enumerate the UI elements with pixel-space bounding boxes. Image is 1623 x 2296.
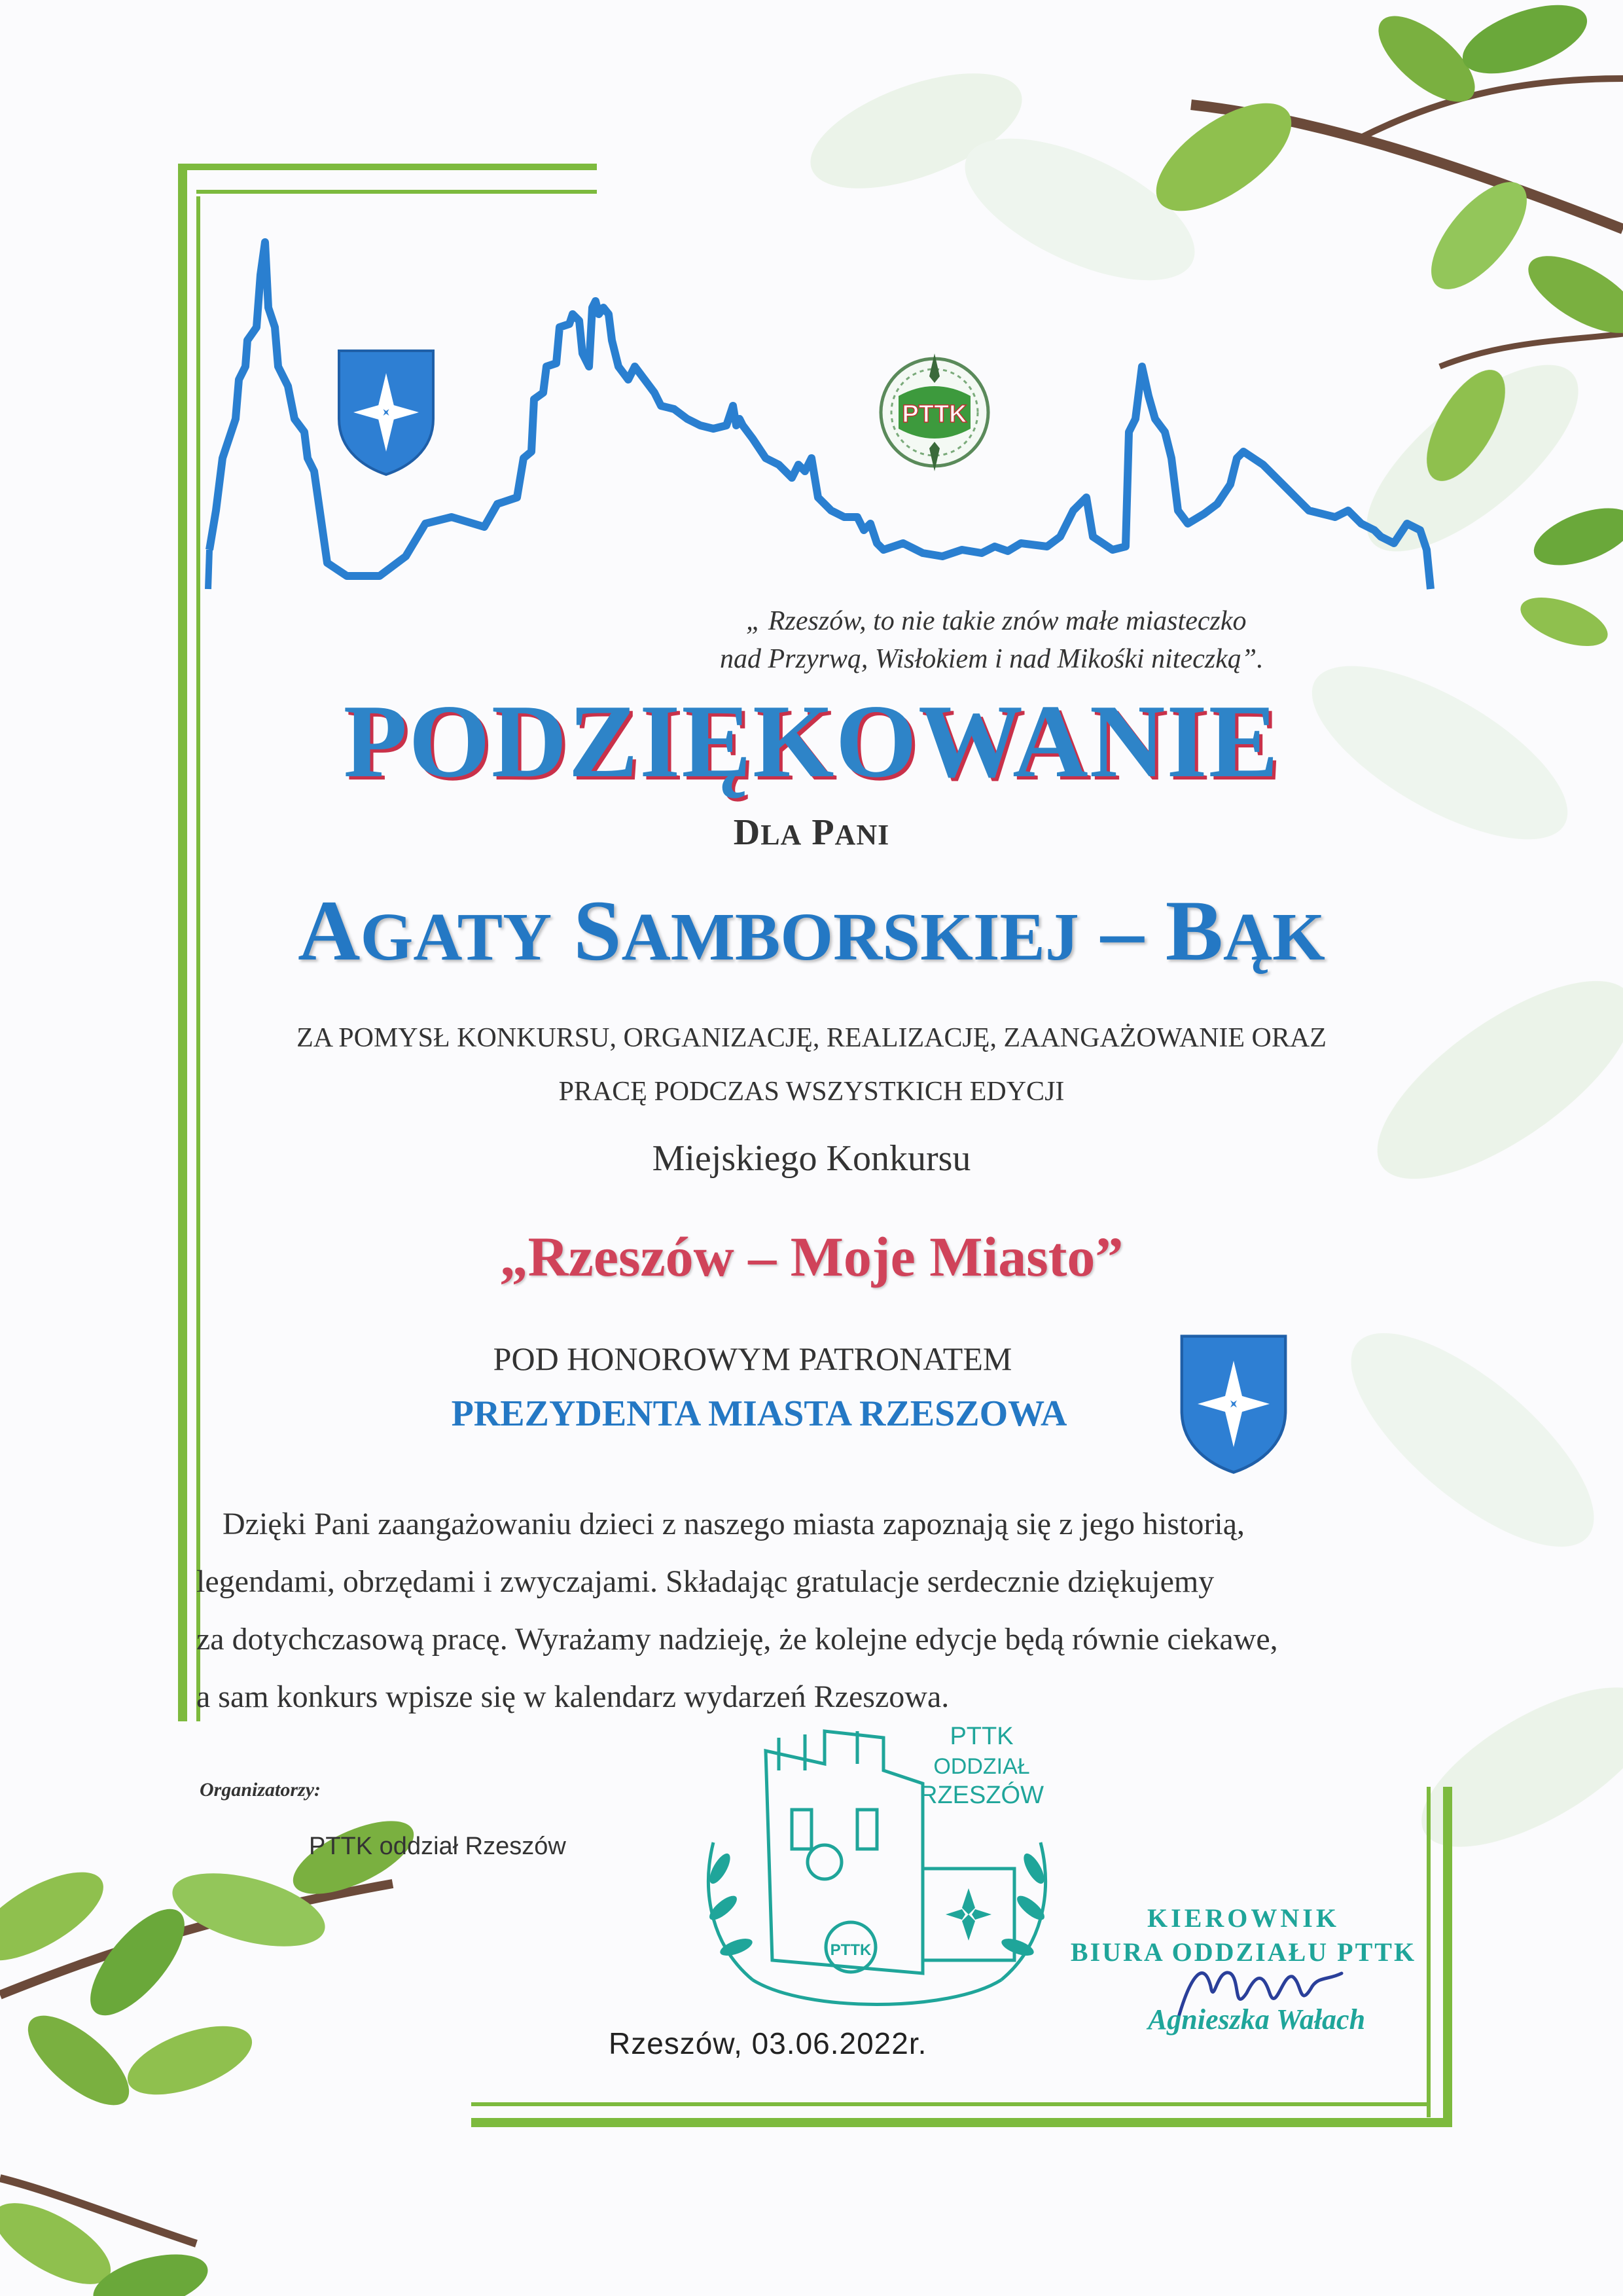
- reason-text: [0, 1011, 1623, 1119]
- pttk-branch-stamp: [674, 1698, 1080, 2026]
- body-line-3: za dotychczasową pracę. Wyrażamy nadzieję, że kolejne edycje będą równie ciekawe,: [196, 1622, 1278, 1657]
- recipient-gaty: GATY: [360, 899, 552, 975]
- frame-right-outer: [1443, 1787, 1452, 2127]
- signature-role-line-1: KIEROWNIK: [1147, 1903, 1340, 1933]
- document-title: PODZIĘKOWANIE: [343, 683, 1280, 799]
- signature-role-line-2: BIURA ODDZIAŁU PTTK: [1070, 1937, 1417, 1967]
- recipient-amborskiej: AMBORSKIEJ: [621, 899, 1079, 975]
- rzeszow-coat-of-arms-icon: [1171, 1332, 1296, 1476]
- quote-line-2: nad Przyrwą, Wisłokiem i nad Mikośki niteczką”.: [720, 644, 1264, 674]
- competition-name: „Rzeszów – Moje Miasto”: [499, 1225, 1124, 1288]
- leaves-bottom-left: [0, 1785, 524, 2296]
- patronage-line-1: POD HONOROWYM PATRONATEM: [493, 1340, 1012, 1377]
- recipient-name: [0, 880, 1623, 980]
- recipient-s: S: [573, 882, 622, 978]
- reason-line-1: ZA POMYSŁ KONKURSU, ORGANIZACJĘ, REALIZACJĘ, ZAANGAŻOWANIE ORAZ: [296, 1023, 1327, 1053]
- quote-line-1: „ Rzeszów, to nie takie znów małe miasteczko: [746, 606, 1247, 636]
- dedication-ani: ANI: [834, 819, 890, 851]
- body-line-1: Dzięki Pani zaangażowaniu dzieci z naszego miasta zapoznają się z jego historią,: [223, 1507, 1245, 1541]
- recipient-b: B: [1165, 882, 1223, 978]
- stamp-text-1: PTTK: [950, 1723, 1014, 1750]
- recipient-dash: –: [1100, 882, 1144, 978]
- pttk-logo-icon: [872, 350, 997, 475]
- recipient-a: A: [298, 882, 361, 978]
- rzeszow-coat-of-arms-icon: [334, 347, 438, 478]
- pttk-logo-text: PTTK: [902, 401, 967, 428]
- reason-line-2: PRACĘ PODCZAS WSZYSTKICH EDYCJI: [558, 1077, 1065, 1107]
- organizer-name: PTTK oddział Rzeszów: [309, 1833, 566, 1860]
- frame-right-inner: [1427, 1787, 1431, 2117]
- frame-bottom-inner: [471, 2102, 1431, 2106]
- dedication-p: P: [812, 812, 835, 853]
- stamp-text-2: ODDZIAŁ: [933, 1754, 1030, 1779]
- signature-name: Agnieszka Wałach: [1147, 2003, 1366, 2036]
- dedication-line: [0, 812, 1623, 853]
- stamp-text-3: RZESZÓW: [919, 1782, 1044, 1809]
- frame-bottom-outer: [471, 2118, 1452, 2127]
- dedication-la: LA: [760, 819, 802, 851]
- competition-type: Miejskiego Konkursu: [652, 1138, 971, 1179]
- body-line-2: legendami, obrzędami i zwyczajami. Składając gratulacje serdecznie dziękujemy: [196, 1564, 1215, 1599]
- recipient-ak: ĄK: [1222, 899, 1325, 975]
- place-and-date: Rzeszów, 03.06.2022r.: [609, 2026, 927, 2060]
- city-skyline: [0, 0, 1623, 655]
- body-paragraph: [196, 1496, 1459, 1726]
- stamp-emblem-text: PTTK: [830, 1941, 872, 1959]
- motto-quote: [720, 602, 1505, 678]
- patronage-line-2: PREZYDENTA MIASTA RZESZOWA: [451, 1393, 1067, 1434]
- dedication-d: D: [733, 812, 761, 853]
- organizers-label: Organizatorzy:: [200, 1779, 321, 1801]
- body-line-4: a sam konkurs wpisze się w kalendarz wydarzeń Rzeszowa.: [196, 1679, 950, 1714]
